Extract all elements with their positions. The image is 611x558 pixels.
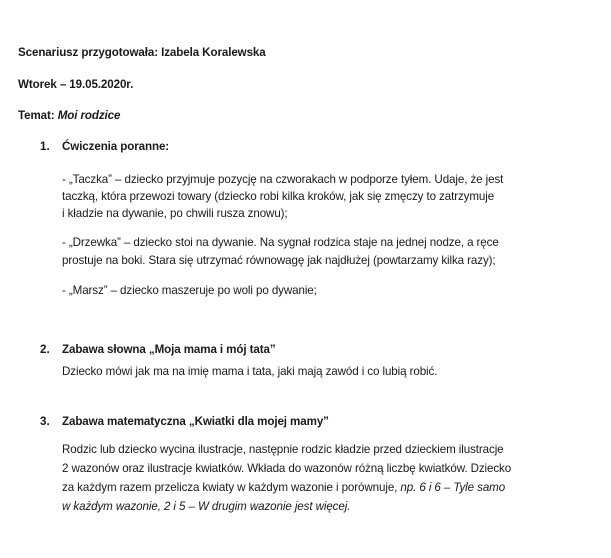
section-3-number: 3.	[40, 415, 50, 428]
paragraph-line: - „Marsz” – dziecko maszeruje po woli po dywanie;	[62, 284, 317, 297]
paragraph-line: 2 wazonów oraz ilustracje kwiatków. Wkłada do wazonów różną liczbę kwiatków. Dziecko	[62, 462, 512, 475]
paragraph-line: Dziecko mówi jak ma na imię mama i tata, jaki mają zawód i co lubią robić.	[62, 365, 438, 378]
paragraph-line: i kładzie na dywanie, po chwili rusza znowu);	[62, 207, 288, 220]
paragraph-mixed-line	[62, 481, 505, 495]
paragraph-line: prostuje na boki. Stara się utrzymać równowagę jak najdłużej (powtarzamy kilka razy);	[62, 254, 496, 267]
section-3-title: Zabawa matematyczna „Kwiatki dla mojej mamy”	[62, 415, 329, 428]
date-line: Wtorek – 19.05.2020r.	[18, 78, 134, 91]
section-2-number: 2.	[40, 343, 50, 356]
paragraph-line: taczką, która przewozi towary (dziecko robi kilka kroków, jak się zmęczy to zatrzymuje	[62, 190, 495, 203]
paragraph-italic-line: w każdym wazonie, 2 i 5 – W drugim wazonie jest więcej.	[62, 500, 351, 513]
section-2-title: Zabawa słowna „Moja mama i mój tata”	[62, 343, 276, 356]
author-line: Scenariusz przygotowała: Izabela Koralewska	[18, 46, 266, 59]
section-1-title: Ćwiczenia poranne:	[62, 140, 170, 153]
paragraph-text: za każdym razem przelicza kwiaty w każdym wazonie i porównuje,	[62, 481, 401, 494]
paragraph-italic-text: np. 6 i 6 – Tyle samo	[400, 481, 506, 494]
paragraph-line: Rodzic lub dziecko wycina ilustracje, następnie rodzic kładzie przed dzieckiem ilustracje	[62, 443, 504, 456]
paragraph-line: - „Taczka” – dziecko przyjmuje pozycję na czworakach w podporze tyłem. Udaje, że jest	[62, 173, 504, 186]
topic-label: Temat:	[18, 109, 55, 122]
paragraph-line: - „Drzewka” – dziecko stoi na dywanie. Na sygnał rodzica staje na jednej nodze, a ręce	[62, 236, 499, 249]
topic-value: Moi rodzice	[57, 109, 121, 122]
section-1-number: 1.	[40, 140, 50, 153]
topic-line	[18, 109, 120, 123]
